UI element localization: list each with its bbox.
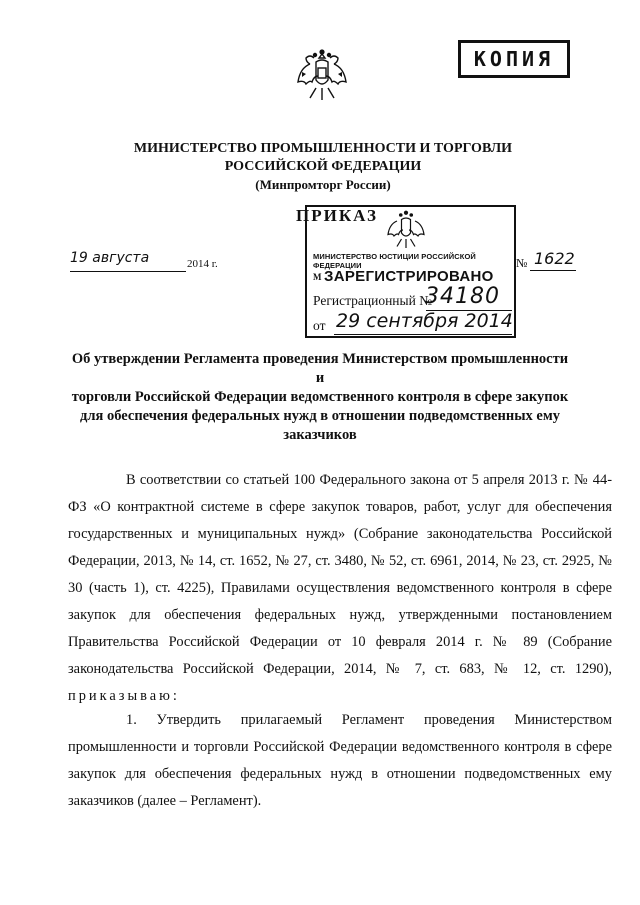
ministry-header bbox=[100, 140, 546, 194]
ministry-name-line1: МИНИСТЕРСТВО ПРОМЫШЛЕННОСТИ И ТОРГОВЛИ bbox=[133, 141, 513, 156]
state-emblem-icon bbox=[296, 48, 348, 104]
stamp-date-label: от bbox=[313, 318, 326, 333]
order-number-underline bbox=[530, 270, 576, 271]
copy-stamp-label: КОПИЯ bbox=[473, 47, 555, 71]
order-number-label: № bbox=[516, 256, 528, 270]
copy-stamp bbox=[458, 40, 570, 78]
stamp-number-value: 34180 bbox=[425, 284, 500, 309]
order-title bbox=[70, 350, 570, 445]
stamp-date-underline bbox=[334, 334, 512, 335]
stamp-mark: М bbox=[313, 272, 322, 282]
order-date-handwritten: 19 августа bbox=[70, 250, 150, 266]
ministry-short-name: (Минпромторг России) bbox=[255, 177, 391, 192]
preamble-text: В соответствии со статьей 100 Федерального закона от 5 апреля 2013 г. № 44-ФЗ «О контрактной системе в сфере закупок товаров, работ, услуг для обеспечения государственных и муниципальных нужд» (Собрание законодательства Российской Федерации, 2013, № 14, ст. 1652, № 27, ст. 3480, № 52, ст. 6961, 2014, № 23, ст. 2925, № 30 (часть 1), ст. 4225), Правилами осуществления ведомственного контроля в сфере закупок для обеспечения федеральных нужд, утвержденными постановлением Правительства Российской Федерации от 10 февраля 2014 г. № 89 (Собрание законодательства Российской Федерации, 2014, № 7, ст. 683, № 12, ст. 1290), bbox=[68, 472, 612, 677]
stamp-emblem-icon bbox=[386, 209, 426, 251]
order-number-value: 1622 bbox=[534, 249, 575, 268]
body-paragraph-preamble bbox=[68, 467, 612, 710]
order-date-underline bbox=[70, 271, 186, 272]
stamp-number-label: Регистрационный № bbox=[313, 293, 433, 308]
order-title-line2: торговли Российской Федерации ведомственного контроля в сфере закупок bbox=[71, 389, 569, 405]
ministry-name-line2: РОССИЙСКОЙ ФЕДЕРАЦИИ bbox=[224, 159, 422, 174]
body-paragraph-item-1: 1. Утвердить прилагаемый Регламент проведения Министерством промышленности и торговли Российской Федерации ведомственного контроля в сфере закупок для обеспечения федеральных нужд в отношении подведомственных ему заказчиков (далее – Регламент). bbox=[68, 712, 612, 809]
stamp-registered-title: ЗАРЕГИСТРИРОВАНО bbox=[324, 268, 494, 285]
order-title-line1: Об утверждении Регламента проведения Министерством промышленности и bbox=[71, 351, 569, 386]
order-date-year: 2014 г. bbox=[187, 258, 218, 270]
stamp-ministry-name: МИНИСТЕРСТВО ЮСТИЦИИ РОССИЙСКОЙ ФЕДЕРАЦИИ bbox=[313, 252, 476, 270]
document-type: ПРИКАЗ bbox=[296, 206, 378, 225]
order-word: приказываю: bbox=[68, 688, 180, 704]
stamp-date-value: 29 сентября 2014 bbox=[336, 310, 513, 332]
order-title-line4: заказчиков bbox=[283, 427, 357, 443]
order-title-line3: для обеспечения федеральных нужд в отношении подведомственных ему bbox=[80, 408, 560, 424]
